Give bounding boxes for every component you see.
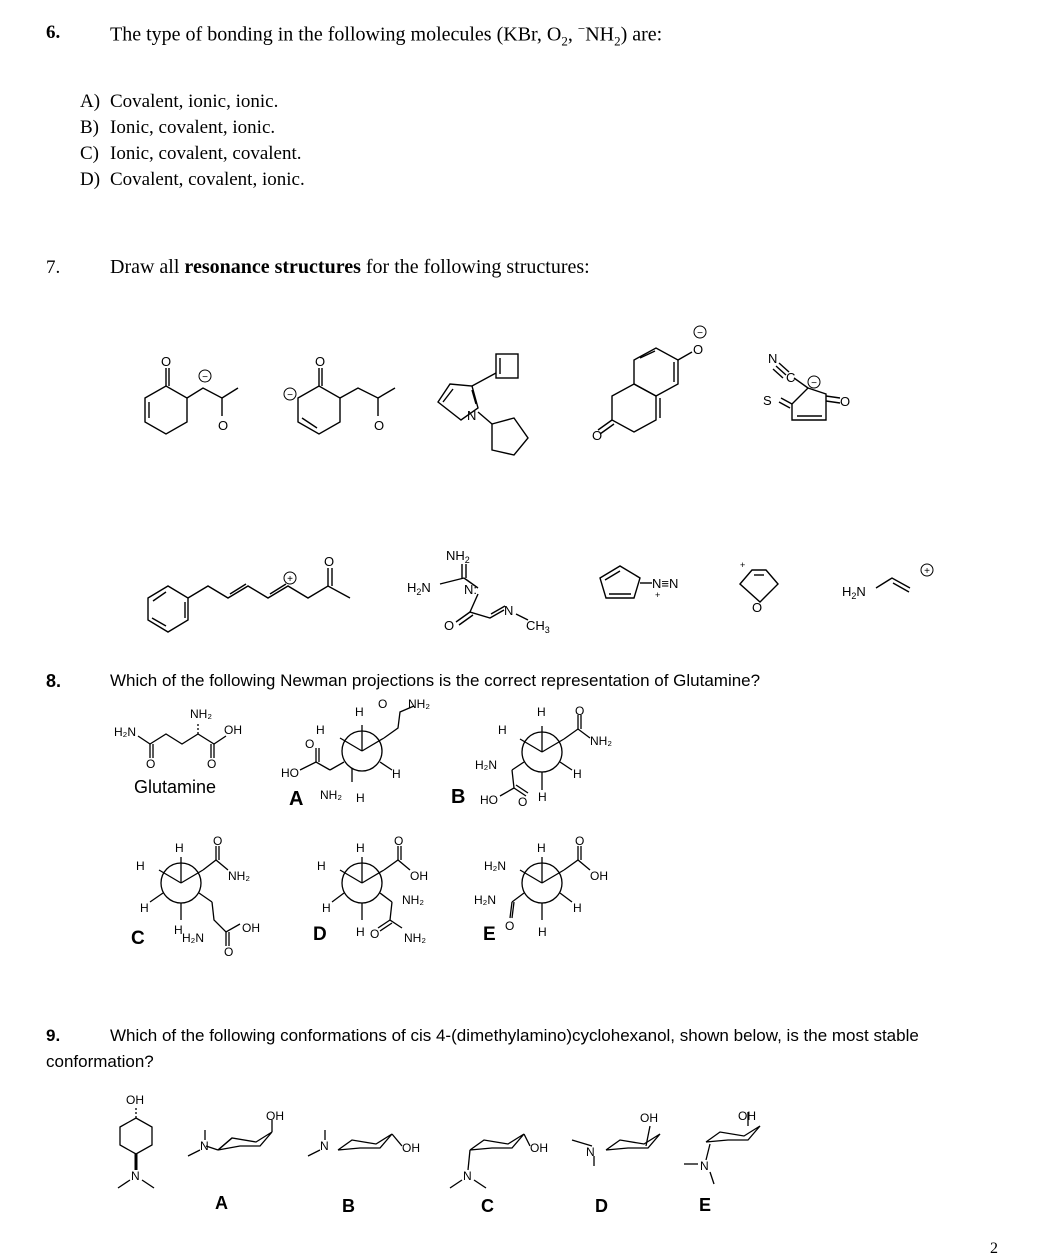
svg-text:H: H [174, 923, 183, 937]
svg-text:O: O [146, 757, 156, 771]
svg-text:N: N [586, 1145, 595, 1159]
svg-text:H: H [573, 901, 582, 915]
q9-structures [0, 1085, 1063, 1225]
svg-text:HO: HO [281, 766, 299, 780]
q8-question: Which of the following Newman projections is the correct representation of Glutamine? [110, 671, 761, 690]
svg-text:O: O [518, 795, 528, 809]
q7-number: 7. [46, 257, 61, 278]
svg-text:+: + [287, 574, 293, 585]
q7-structure-8 [600, 566, 652, 598]
page-number: 2 [990, 1240, 998, 1257]
q9-letter-d[interactable]: D [595, 1196, 608, 1216]
svg-text:O: O [224, 945, 234, 959]
svg-text:O: O [378, 697, 388, 711]
q6-option-b[interactable]: B) Ionic, covalent, ionic. [80, 117, 276, 138]
svg-text:O: O [693, 342, 704, 357]
svg-text:N: N [463, 1169, 472, 1183]
q8-structures [0, 695, 1063, 965]
svg-text:C: C [786, 370, 796, 385]
svg-text:OH: OH [410, 869, 428, 883]
svg-text:NH₂: NH₂ [404, 931, 426, 945]
svg-text:H₂N: H₂N [484, 859, 506, 873]
q8-letter-d[interactable]: D [313, 924, 327, 945]
svg-text:N: N [467, 408, 477, 423]
svg-text:O: O [444, 618, 455, 633]
q7-structure-9 [740, 570, 778, 602]
svg-text:H: H [537, 841, 546, 855]
svg-text:OH: OH [738, 1109, 756, 1123]
q7-atom-o: O [161, 354, 172, 369]
q6-question: The type of bonding in the following molecules (KBr, $O_2$, $^-NH_2$) are: [110, 21, 663, 49]
svg-text:O: O [752, 600, 763, 615]
svg-text:OH: OH [266, 1109, 284, 1123]
svg-text:O: O [575, 834, 585, 848]
svg-text:H: H [316, 723, 325, 737]
glutamine-label: Glutamine [134, 777, 217, 797]
q7-question: Draw all resonance structures for the following structures: [110, 256, 590, 278]
svg-text:OH: OH [224, 723, 242, 737]
q7-structure-7 [440, 564, 528, 625]
svg-text:−: − [697, 328, 703, 339]
svg-text:N: N [200, 1139, 209, 1153]
svg-text:H: H [356, 841, 365, 855]
svg-text:H: H [538, 925, 547, 939]
q6-option-c[interactable]: C) Ionic, covalent, covalent. [80, 143, 302, 164]
q9-number: 9. [46, 1026, 61, 1045]
svg-text:OH: OH [530, 1141, 548, 1155]
svg-text:−: − [287, 390, 293, 401]
svg-text:H: H [537, 705, 546, 719]
svg-text:H: H [136, 859, 145, 873]
svg-text:S: S [763, 393, 772, 408]
svg-text:N≡N: N≡N [652, 576, 679, 591]
svg-text:N: N [320, 1139, 329, 1153]
svg-text:O: O [218, 418, 229, 433]
svg-text:N:: N: [464, 582, 477, 597]
q7-structure-4 [598, 348, 692, 434]
svg-text:CH3: $CH_3$ [526, 618, 550, 635]
svg-text:H: H [573, 767, 582, 781]
svg-text:H₂N: H₂N [474, 893, 496, 907]
svg-text:H₂N: H₂N [182, 931, 204, 945]
svg-text:H2N: $H_2N$ [842, 584, 866, 601]
svg-text:NH₂: NH₂ [408, 697, 430, 711]
svg-text:N: N [768, 351, 778, 366]
svg-text:O: O [840, 394, 851, 409]
svg-text:O: O [207, 757, 217, 771]
q6-number: 6. [46, 22, 61, 43]
q6-option-a[interactable]: A) Covalent, ionic, ionic. [80, 91, 279, 112]
q9-letter-a[interactable]: A [215, 1193, 228, 1213]
svg-text:H: H [317, 859, 326, 873]
svg-text:OH: OH [402, 1141, 420, 1155]
svg-text:N: N [504, 603, 514, 618]
svg-text:H: H [355, 705, 364, 719]
svg-text:H: H [322, 901, 331, 915]
q9-letter-e[interactable]: E [699, 1195, 712, 1215]
svg-text:−: − [202, 372, 208, 383]
svg-text:HO: HO [480, 793, 498, 807]
q8-letter-b[interactable]: B [451, 786, 466, 808]
svg-text:NH₂: NH₂ [590, 734, 612, 748]
q7-structure-5 [773, 363, 840, 420]
svg-text:H: H [356, 925, 365, 939]
svg-text:H₂N: H₂N [475, 758, 497, 772]
svg-text:H: H [392, 767, 401, 781]
q9-letter-b[interactable]: B [342, 1196, 355, 1216]
svg-text:H: H [175, 841, 184, 855]
svg-text:O: O [575, 704, 585, 718]
svg-text:O: O [315, 354, 326, 369]
svg-text:+: + [655, 590, 661, 600]
svg-text:OH: OH [126, 1093, 144, 1107]
svg-text:H: H [498, 723, 507, 737]
q7-structure-3 [438, 354, 528, 455]
svg-text:O: O [213, 834, 223, 848]
svg-text:H2N: $H_2N$ [407, 580, 431, 597]
svg-text:O: O [394, 834, 404, 848]
q7-structures [0, 300, 1063, 650]
svg-text:OH: OH [242, 921, 260, 935]
svg-text:H: H [538, 790, 547, 804]
svg-text:+: + [924, 566, 930, 577]
q8-number: 8. [46, 671, 62, 691]
svg-text:NH2: $NH_2$ [446, 548, 470, 565]
svg-text:+: + [740, 560, 746, 570]
svg-text:O: O [505, 919, 515, 933]
svg-text:N: N [131, 1169, 140, 1183]
svg-text:O: O [370, 927, 380, 941]
svg-text:NH₂: NH₂ [320, 788, 342, 802]
q9-letter-c[interactable]: C [481, 1196, 494, 1216]
svg-text:O: O [305, 737, 315, 751]
q8-letter-c[interactable]: C [131, 928, 145, 949]
q7-structure-6 [148, 568, 350, 632]
q6-options [80, 89, 305, 193]
svg-text:−: − [811, 378, 817, 389]
svg-text:O: O [324, 554, 335, 569]
q9-question-line2: conformation? [46, 1052, 154, 1071]
svg-text:H: H [140, 901, 149, 915]
q7-structure-10 [876, 578, 910, 592]
svg-text:O: O [592, 428, 603, 443]
q8-letter-e[interactable]: E [483, 924, 496, 945]
svg-text:NH₂: NH₂ [190, 707, 212, 721]
q8-letter-a[interactable]: A [289, 788, 304, 810]
svg-text:NH₂: NH₂ [228, 869, 250, 883]
svg-text:H: H [356, 791, 365, 805]
svg-text:N: N [700, 1159, 709, 1173]
q6-option-d[interactable]: D) Covalent, covalent, ionic. [80, 169, 305, 190]
svg-text:O: O [374, 418, 385, 433]
svg-text:NH₂: NH₂ [402, 893, 424, 907]
svg-text:H₂N: H₂N [114, 725, 136, 739]
q9-question: Which of the following conformations of cis 4-(dimethylamino)cyclohexanol, shown below, is the most stable [110, 1026, 919, 1045]
svg-text:OH: OH [640, 1111, 658, 1125]
svg-text:OH: OH [590, 869, 608, 883]
